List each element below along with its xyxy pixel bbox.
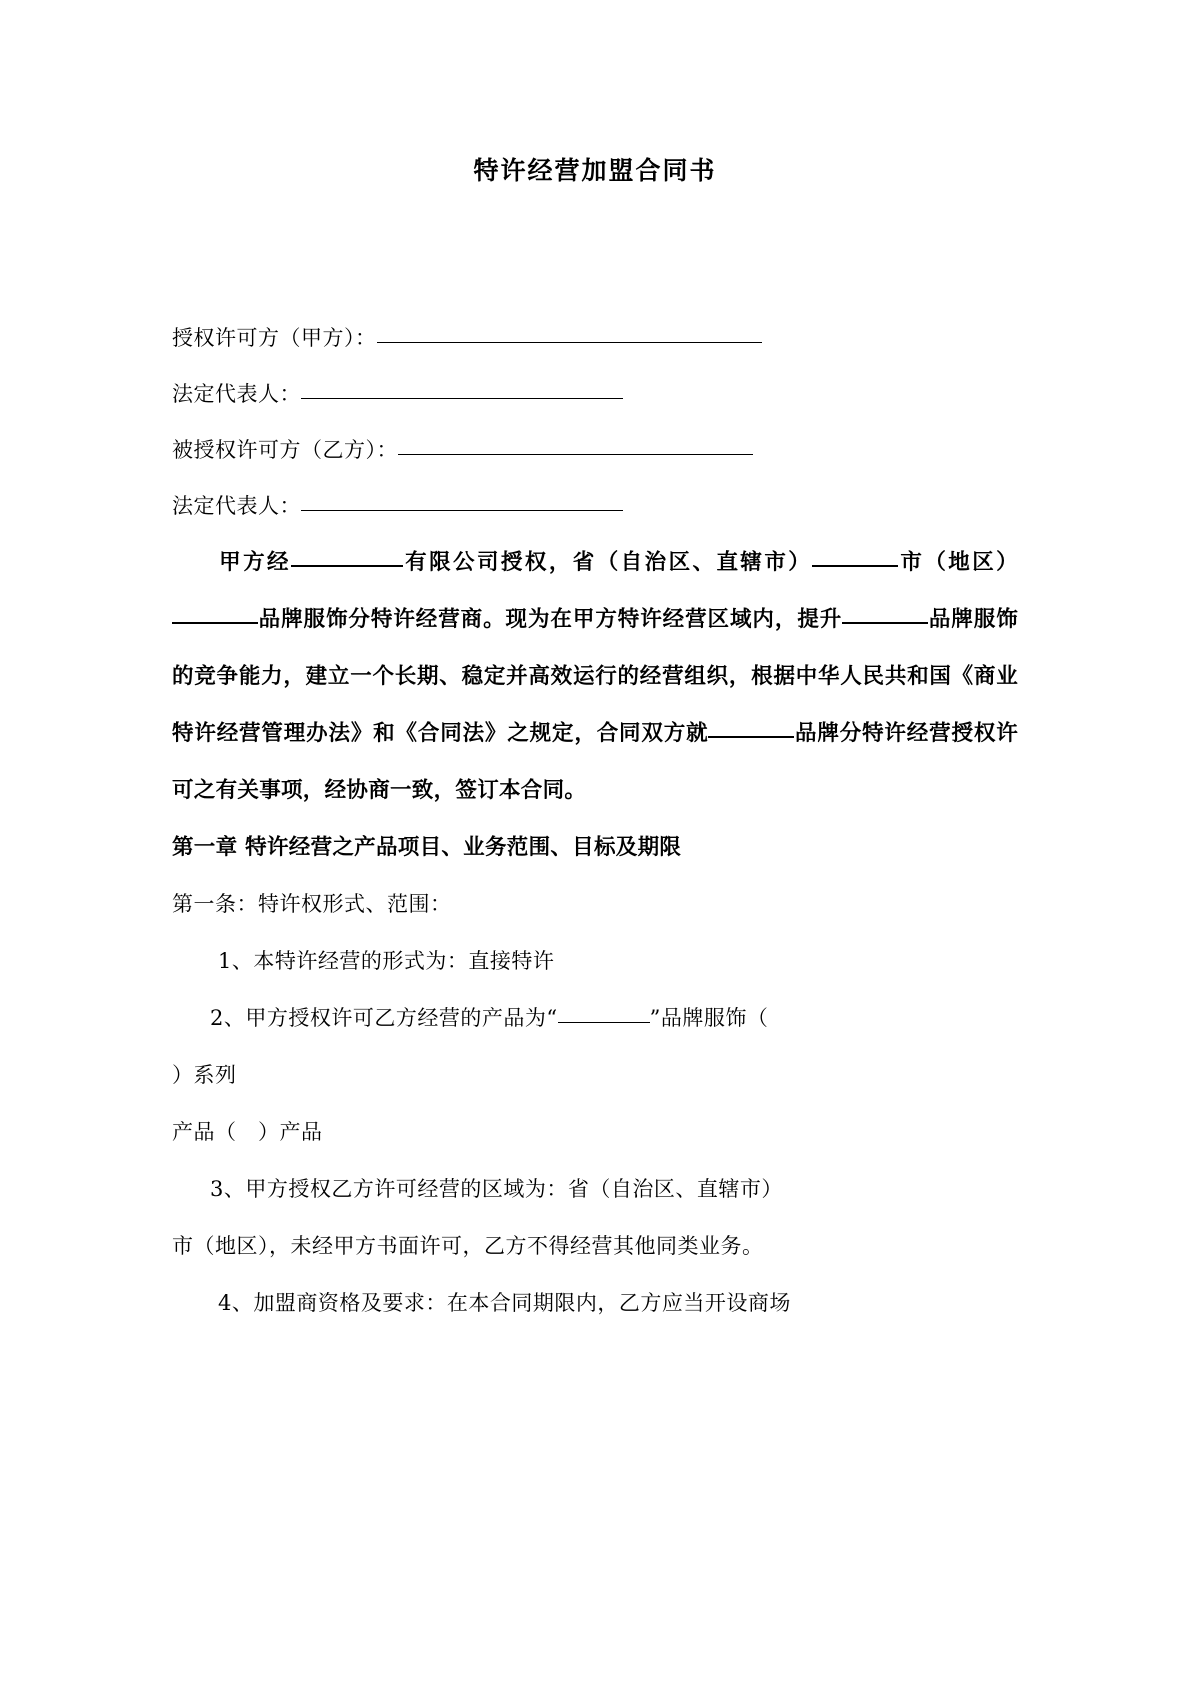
item-4 bbox=[172, 1275, 1018, 1332]
clause-1-heading: 第一条：特许权形式、范围： bbox=[172, 891, 452, 916]
preamble-blank-company[interactable] bbox=[291, 546, 403, 567]
party-row-licensee bbox=[172, 422, 1018, 478]
party-label-licensee: 被授权许可方（乙方）： bbox=[172, 437, 398, 462]
item-1-text: 1、本特许经营的形式为：直接特许 bbox=[218, 948, 555, 973]
party-row-licensor bbox=[172, 310, 1018, 366]
party-blank-licensee-rep[interactable] bbox=[301, 491, 623, 511]
item-2-line-3: 产品（ ）产品 bbox=[172, 1119, 323, 1144]
party-label-licensor-rep: 法定代表人： bbox=[172, 381, 301, 406]
preamble-paragraph bbox=[172, 534, 1018, 819]
item-2-text-pre: 2、甲方授权许可乙方经营的产品为“ bbox=[210, 1005, 558, 1030]
item-2-blank-brand[interactable] bbox=[558, 1003, 650, 1023]
preamble-blank-city[interactable] bbox=[172, 603, 258, 624]
page-title: 特许经营加盟合同书 bbox=[473, 156, 717, 185]
party-label-licensee-rep: 法定代表人： bbox=[172, 493, 301, 518]
preamble-blank-province[interactable] bbox=[812, 546, 898, 567]
preamble-seg-3: 市（地区） bbox=[898, 549, 1018, 575]
preamble-seg-6: 品牌分特许经营授权许可之有关事项，经协商一致，签订本合同。 bbox=[172, 720, 1018, 803]
chapter-heading-1: 第一章 特许经营之产品项目、业务范围、目标及期限 bbox=[172, 834, 682, 860]
party-blank-licensor[interactable] bbox=[377, 323, 762, 343]
party-blank-licensor-rep[interactable] bbox=[301, 379, 623, 399]
preamble-blank-brand-1[interactable] bbox=[842, 603, 928, 624]
preamble-seg-4: 品牌服饰分特许经营商。现为在甲方特许经营区域内，提升 bbox=[258, 606, 843, 632]
item-2-line-2: ）系列 bbox=[172, 1062, 237, 1087]
item-4-text: 4、加盟商资格及要求：在本合同期限内，乙方应当开设商场 bbox=[218, 1290, 791, 1315]
party-row-licensor-rep bbox=[172, 366, 1018, 422]
preamble-seg-1: 甲方经 bbox=[217, 549, 291, 575]
item-3-text-line-1: 3、甲方授权乙方许可经营的区域为：省（自治区、直辖市） bbox=[210, 1176, 783, 1201]
item-3-line-2: 市（地区），未经甲方书面许可，乙方不得经营其他同类业务。 bbox=[172, 1233, 764, 1258]
party-row-licensee-rep bbox=[172, 478, 1018, 534]
item-2 bbox=[172, 990, 1018, 1047]
item-3 bbox=[172, 1161, 1018, 1218]
preamble-seg-5: 品牌服饰的竞争能力，建立一个长期、稳定并高效运行的经营组织，根据中华人民共和国《商业特许经营管理办法》和《合同法》之规定，合同双方就 bbox=[172, 606, 1018, 746]
party-blank-licensee[interactable] bbox=[398, 435, 753, 455]
title-spacer bbox=[172, 188, 1018, 310]
item-1 bbox=[172, 933, 1018, 990]
item-2-text-post: ”品牌服饰（ bbox=[649, 1005, 769, 1030]
preamble-blank-brand-2[interactable] bbox=[708, 717, 794, 738]
preamble-seg-2: 有限公司授权，省（自治区、直辖市） bbox=[403, 549, 813, 575]
party-label-licensor: 授权许可方（甲方）： bbox=[172, 325, 377, 350]
document-content bbox=[172, 0, 1018, 1332]
